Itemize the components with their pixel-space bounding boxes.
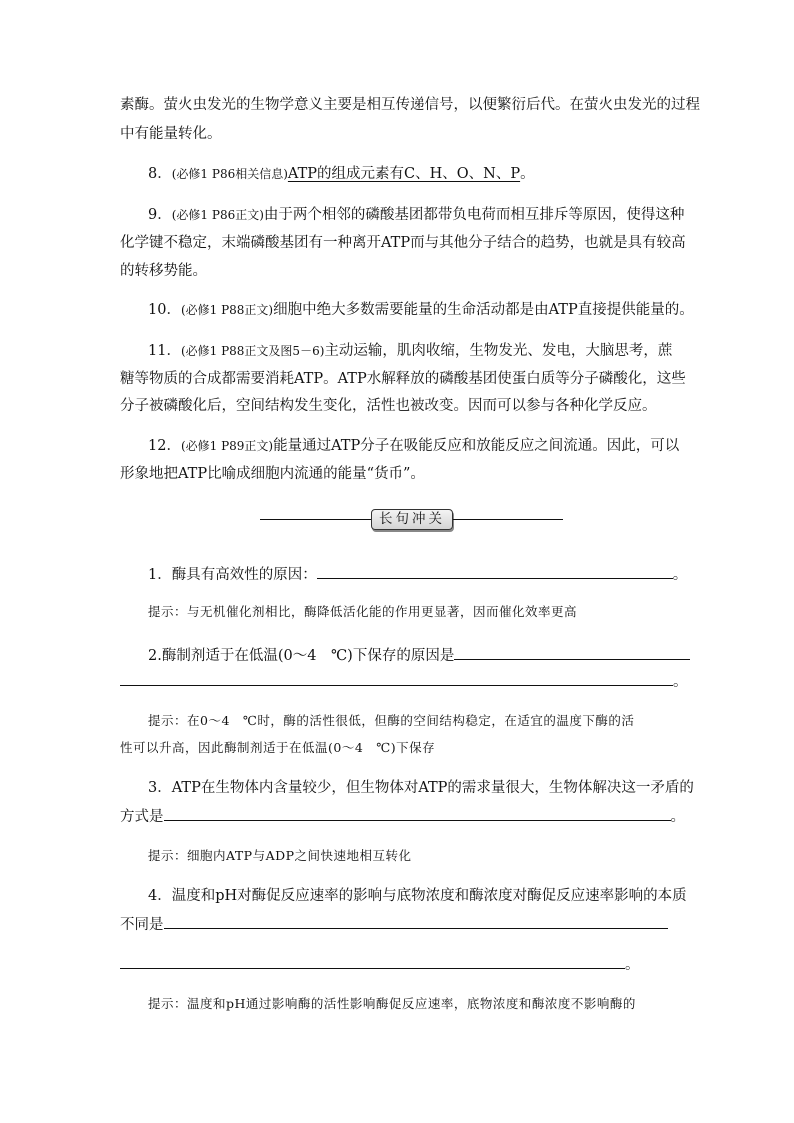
para12-line1 (148, 436, 679, 456)
para11-number: 11． (148, 343, 181, 359)
question-1-end: 。 (672, 567, 688, 583)
para11-line3: 分子被磷酸化后，空间结构发生变化，活性也被改变。因而可以参与各种化学反应。 (120, 398, 657, 414)
para8-reference: (必修1 P86相关信息) (171, 167, 288, 181)
para8 (148, 164, 535, 184)
question-2-answer-blank[interactable] (454, 644, 690, 660)
para10 (148, 300, 694, 320)
para9-line1 (148, 205, 684, 225)
question-2-line2 (120, 670, 688, 692)
question-1-answer-blank[interactable] (317, 563, 673, 579)
section-title: 长句冲关 (371, 509, 453, 530)
question-4-line3 (120, 953, 640, 975)
question-4-hint: 提示：温度和pH通过影响酶的活性影响酶促反应速率，底物浓度和酶浓度不影响酶的 (148, 996, 636, 1011)
para10-text: 细胞中绝大多数需要能量的生命活动都是由ATP直接提供能量的。 (273, 302, 694, 318)
question-3-line2 (120, 805, 685, 827)
question-2 (148, 644, 690, 666)
para11-reference: (必修1 P88正文及图5－6) (180, 344, 325, 358)
question-2-answer-blank-2[interactable] (120, 670, 673, 686)
question-4-answer-blank[interactable] (164, 913, 668, 929)
question-3-text: 方式是 (120, 809, 164, 825)
para11-line2: 糖等物质的合成都需要消耗ATP。ATP水解释放的磷酸基团使蛋白质等分子磷酸化，这些 (120, 371, 686, 387)
question-3-hint: 提示：细胞内ATP与ADP之间快速地相互转化 (148, 848, 412, 863)
question-4-text: 不同是 (120, 917, 164, 933)
section-header (260, 508, 563, 532)
question-3-line1: 3．ATP在生物体内含量较少，但生物体对ATP的需求量很大，生物体解决这一矛盾的 (148, 780, 694, 796)
question-4-line2 (120, 913, 668, 935)
para10-reference: (必修1 P88正文) (180, 303, 274, 317)
para8-text: ATP的组成元素有C、H、O、N、P (287, 166, 521, 182)
question-1-text: 1．酶具有高效性的原因： (148, 567, 317, 583)
para10-number: 10． (148, 302, 181, 318)
question-1-hint: 提示：与无机催化剂相比，酶降低活化能的作用更显著，因而催化效率更高 (148, 604, 578, 619)
section-rule-left (260, 519, 371, 520)
para7-line1: 素酶。萤火虫发光的生物学意义主要是相互传递信号，以便繁衍后代。在萤火虫发光的过程 (120, 97, 700, 113)
para9-number: 9． (148, 207, 172, 223)
para9-line3: 的转移势能。 (120, 263, 207, 279)
para12-line2: 形象地把ATP比喻成细胞内流通的能量“货币”。 (120, 466, 425, 482)
question-2-hint-line1: 提示：在0～4 ℃时，酶的活性很低，但酶的空间结构稳定，在适宜的温度下酶的活 (148, 713, 635, 728)
question-2-hint-line2: 性可以升高，因此酶制剂适于在低温(0～4 ℃)下保存 (120, 740, 436, 755)
para11-text: 主动运输，肌肉收缩，生物发光、发电，大脑思考，蔗 (324, 343, 673, 359)
para8-end: 。 (520, 166, 535, 182)
para12-text: 能量通过ATP分子在吸能反应和放能反应之间流通。因此，可以 (273, 438, 680, 454)
question-3-end: 。 (670, 809, 685, 825)
para12-number: 12． (148, 438, 181, 454)
para9-line2: 化学键不稳定，末端磷酸基团有一种离开ATP而与其他分子结合的趋势，也就是具有较高 (120, 235, 686, 251)
question-4-line1: 4．温度和pH对酶促反应速率的影响与底物浓度和酶浓度对酶促反应速率影响的本质 (148, 888, 687, 904)
para9-text: 由于两个相邻的磷酸基团都带负电荷而相互排斥等原因，使得这种 (263, 207, 685, 223)
para9-reference: (必修1 P86正文) (171, 208, 264, 222)
question-4-answer-blank-2[interactable] (120, 953, 625, 969)
question-4-end: 。 (625, 957, 640, 973)
question-3-answer-blank[interactable] (164, 805, 671, 821)
section-rule-right (453, 519, 563, 520)
para8-number: 8． (148, 166, 172, 182)
question-1 (148, 563, 687, 585)
para12-reference: (必修1 P89正文) (180, 439, 274, 453)
question-2-end: 。 (673, 674, 688, 690)
question-2-text: 2.酶制剂适于在低温(0～4 ℃)下保存的原因是 (148, 648, 455, 664)
para7-line2: 中有能量转化。 (120, 126, 222, 142)
para11-line1 (148, 341, 672, 361)
